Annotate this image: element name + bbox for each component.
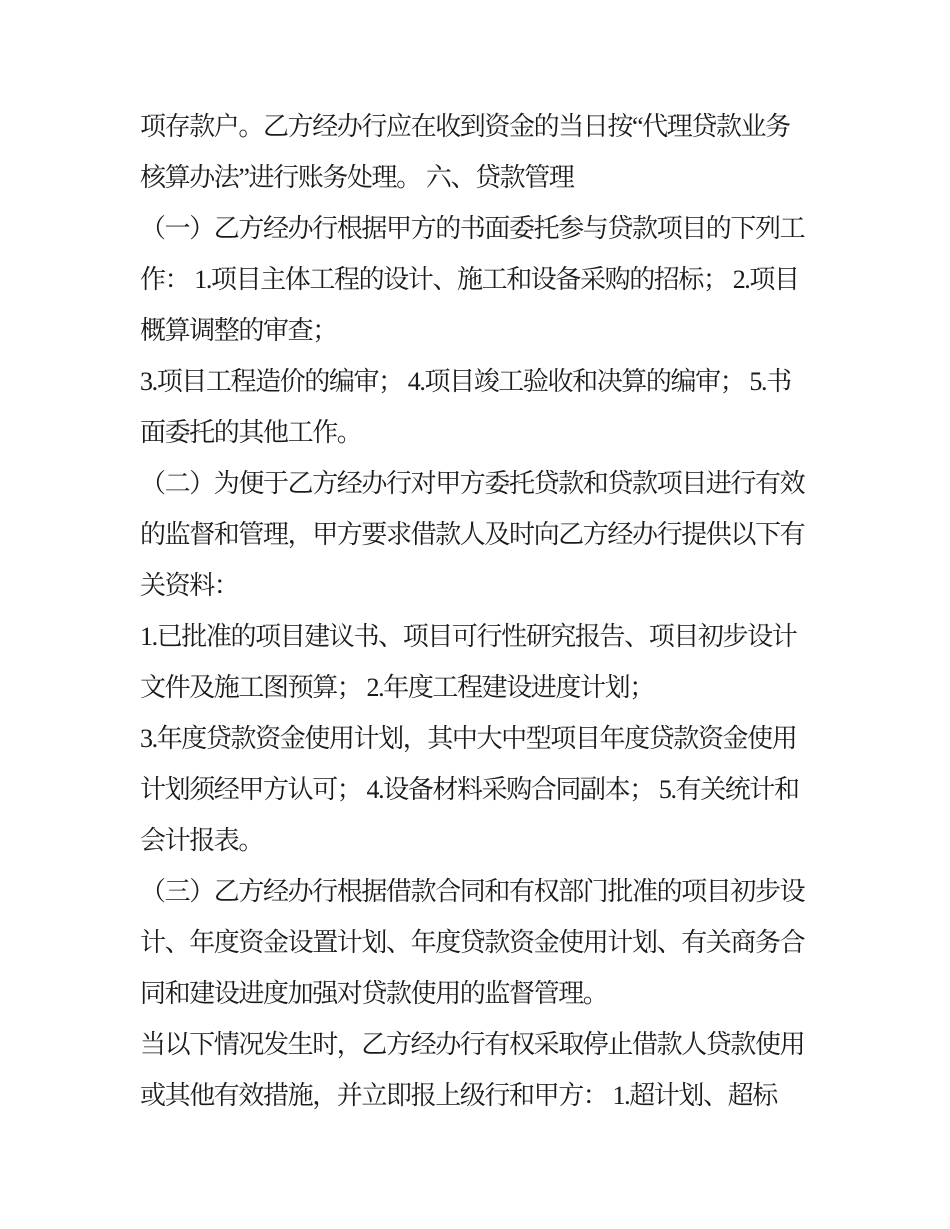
text-line: 或其他有效措施，并立即报上级行和甲方： 1.超计划、超标 [140, 1081, 777, 1110]
text-line: 3.年度贷款资金使用计划，其中大中型项目年度贷款资金使用 [140, 724, 797, 753]
text-line: 计、年度资金设置计划、年度贷款资金使用计划、有关商务合 [140, 928, 805, 957]
text-line: 项存款户。乙方经办行应在收到资金的当日按“代理贷款业务 [140, 112, 790, 141]
text-line: 当以下情况发生时，乙方经办行有权采取停止借款人贷款使用 [140, 1030, 805, 1059]
document-text-block [140, 101, 840, 1121]
text-line: 作： 1.项目主体工程的设计、施工和设备采购的招标； 2.项目 [140, 265, 799, 294]
text-line: 会计报表。 [140, 826, 264, 855]
text-line: 的监督和管理，甲方要求借款人及时向乙方经办行提供以下有 [140, 520, 805, 549]
text-line: 关资料： [140, 571, 239, 600]
text-line: 核算办法”进行账务处理。 六、贷款管理 [140, 163, 574, 192]
text-line: 概算调整的审查； [140, 316, 337, 345]
text-line: 1.已批准的项目建议书、项目可行性研究报告、项目初步设计 [140, 622, 797, 651]
text-line: 文件及施工图预算； 2.年度工程建设进度计划； [140, 673, 654, 702]
text-line: （三）乙方经办行根据借款合同和有权部门批准的项目初步设 [140, 877, 805, 906]
text-line: 面委托的其他工作。 [140, 418, 362, 447]
text-line: （二）为便于乙方经办行对甲方委托贷款和贷款项目进行有效 [140, 469, 805, 498]
text-line: 计划须经甲方认可； 4.设备材料采购合同副本； 5.有关统计和 [140, 775, 799, 804]
text-line: 同和建设进度加强对贷款使用的监督管理。 [140, 979, 608, 1008]
text-line: （一）乙方经办行根据甲方的书面委托参与贷款项目的下列工 [140, 214, 805, 243]
text-line: 3.项目工程造价的编审； 4.项目竣工验收和决算的编审； 5.书 [140, 367, 791, 396]
